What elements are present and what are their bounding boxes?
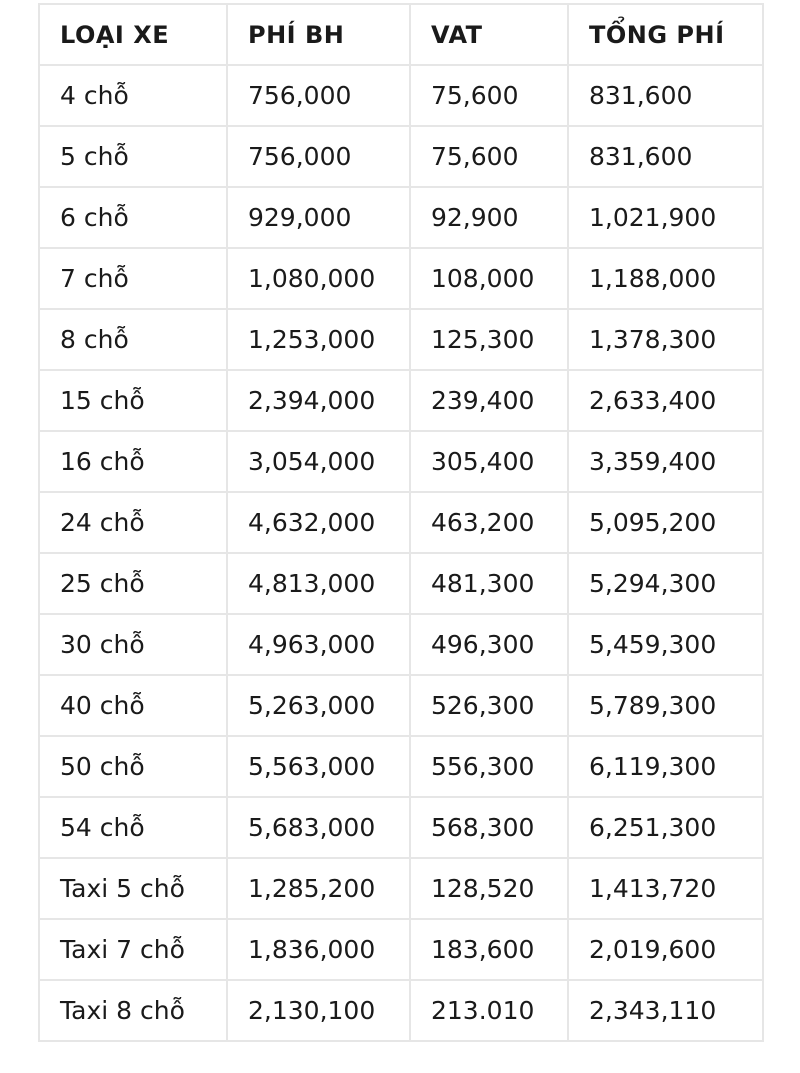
cell-vehicle-type: 4 chỗ (39, 65, 227, 126)
cell-total-fee: 1,378,300 (568, 309, 763, 370)
cell-vat: 128,520 (410, 858, 568, 919)
cell-vehicle-type: 50 chỗ (39, 736, 227, 797)
header-total-fee: TỔNG PHÍ (568, 4, 763, 65)
table-row (39, 675, 763, 736)
cell-total-fee: 2,343,110 (568, 980, 763, 1041)
cell-insurance-fee: 3,054,000 (227, 431, 410, 492)
cell-total-fee: 6,251,300 (568, 797, 763, 858)
cell-vehicle-type: 15 chỗ (39, 370, 227, 431)
cell-vat: 92,900 (410, 187, 568, 248)
cell-total-fee: 5,095,200 (568, 492, 763, 553)
table-row (39, 126, 763, 187)
cell-insurance-fee: 1,080,000 (227, 248, 410, 309)
cell-vehicle-type: Taxi 5 chỗ (39, 858, 227, 919)
table-row (39, 248, 763, 309)
cell-total-fee: 1,413,720 (568, 858, 763, 919)
cell-insurance-fee: 5,563,000 (227, 736, 410, 797)
cell-vat: 213.010 (410, 980, 568, 1041)
cell-vehicle-type: 6 chỗ (39, 187, 227, 248)
cell-total-fee: 1,188,000 (568, 248, 763, 309)
cell-insurance-fee: 4,632,000 (227, 492, 410, 553)
cell-vehicle-type: 16 chỗ (39, 431, 227, 492)
table-row (39, 65, 763, 126)
cell-insurance-fee: 5,263,000 (227, 675, 410, 736)
cell-vehicle-type: 7 chỗ (39, 248, 227, 309)
cell-vat: 463,200 (410, 492, 568, 553)
cell-vat: 108,000 (410, 248, 568, 309)
table-row (39, 736, 763, 797)
table-row (39, 614, 763, 675)
cell-vehicle-type: 54 chỗ (39, 797, 227, 858)
cell-vat: 239,400 (410, 370, 568, 431)
cell-vat: 556,300 (410, 736, 568, 797)
cell-vat: 496,300 (410, 614, 568, 675)
header-vehicle-type: LOẠI XE (39, 4, 227, 65)
cell-total-fee: 6,119,300 (568, 736, 763, 797)
cell-insurance-fee: 4,963,000 (227, 614, 410, 675)
cell-vat: 183,600 (410, 919, 568, 980)
cell-vehicle-type: 8 chỗ (39, 309, 227, 370)
table-row (39, 980, 763, 1041)
cell-total-fee: 3,359,400 (568, 431, 763, 492)
header-insurance-fee: PHÍ BH (227, 4, 410, 65)
cell-insurance-fee: 5,683,000 (227, 797, 410, 858)
cell-vehicle-type: 5 chỗ (39, 126, 227, 187)
cell-total-fee: 1,021,900 (568, 187, 763, 248)
table-row (39, 553, 763, 614)
cell-vat: 75,600 (410, 126, 568, 187)
table-row (39, 187, 763, 248)
cell-total-fee: 2,633,400 (568, 370, 763, 431)
cell-insurance-fee: 1,836,000 (227, 919, 410, 980)
cell-vehicle-type: 24 chỗ (39, 492, 227, 553)
cell-insurance-fee: 1,253,000 (227, 309, 410, 370)
cell-vat: 125,300 (410, 309, 568, 370)
cell-vehicle-type: 30 chỗ (39, 614, 227, 675)
cell-insurance-fee: 2,130,100 (227, 980, 410, 1041)
cell-insurance-fee: 4,813,000 (227, 553, 410, 614)
cell-vat: 75,600 (410, 65, 568, 126)
cell-insurance-fee: 756,000 (227, 126, 410, 187)
table-body (39, 65, 763, 1041)
cell-vat: 481,300 (410, 553, 568, 614)
cell-total-fee: 831,600 (568, 65, 763, 126)
table-row (39, 431, 763, 492)
cell-total-fee: 831,600 (568, 126, 763, 187)
header-row (39, 4, 763, 65)
table-row (39, 919, 763, 980)
cell-total-fee: 5,294,300 (568, 553, 763, 614)
table-row (39, 492, 763, 553)
cell-vehicle-type: 40 chỗ (39, 675, 227, 736)
table-row (39, 309, 763, 370)
cell-vehicle-type: Taxi 7 chỗ (39, 919, 227, 980)
cell-vat: 526,300 (410, 675, 568, 736)
cell-total-fee: 5,789,300 (568, 675, 763, 736)
table-row (39, 797, 763, 858)
header-vat: VAT (410, 4, 568, 65)
cell-vat: 568,300 (410, 797, 568, 858)
table-row (39, 370, 763, 431)
cell-insurance-fee: 756,000 (227, 65, 410, 126)
cell-insurance-fee: 2,394,000 (227, 370, 410, 431)
cell-vehicle-type: Taxi 8 chỗ (39, 980, 227, 1041)
cell-vat: 305,400 (410, 431, 568, 492)
cell-insurance-fee: 929,000 (227, 187, 410, 248)
cell-total-fee: 2,019,600 (568, 919, 763, 980)
cell-vehicle-type: 25 chỗ (39, 553, 227, 614)
cell-total-fee: 5,459,300 (568, 614, 763, 675)
table-row (39, 858, 763, 919)
insurance-fee-table (38, 3, 764, 1042)
table-header (39, 4, 763, 65)
cell-insurance-fee: 1,285,200 (227, 858, 410, 919)
